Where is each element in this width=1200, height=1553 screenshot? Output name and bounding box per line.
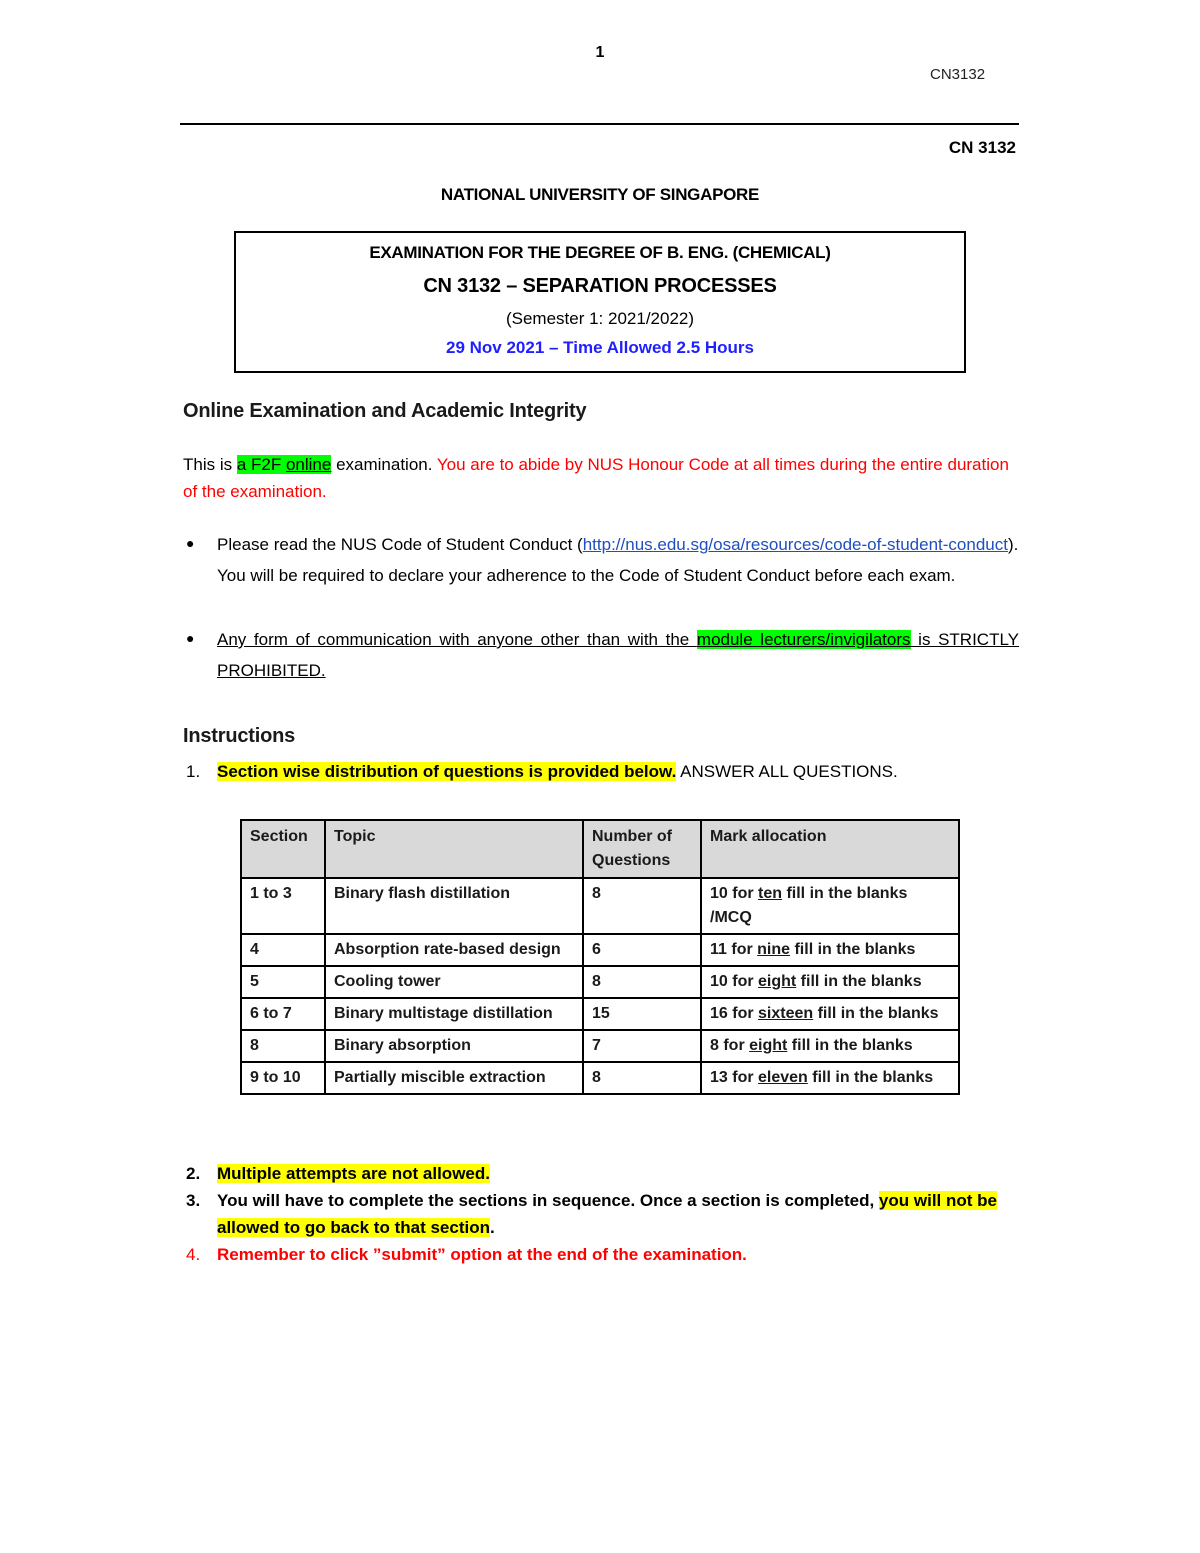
cell-topic: Absorption rate-based design xyxy=(325,934,583,966)
instruction-number: 3. xyxy=(186,1191,201,1210)
cell-topic: Cooling tower xyxy=(325,966,583,998)
bullet-conduct xyxy=(217,529,1019,591)
table-row xyxy=(241,966,959,998)
bullet-communication xyxy=(217,624,1019,686)
cell-topic: Binary flash distillation xyxy=(325,878,583,934)
course-code: CN 3132 xyxy=(948,138,1016,157)
degree-line: EXAMINATION FOR THE DEGREE OF B. ENG. (CHEMICAL) xyxy=(369,243,831,262)
instruction-2-text: Multiple attempts are not allowed. xyxy=(217,1164,490,1183)
cell-marks xyxy=(701,1030,959,1062)
marks-pre: 10 for xyxy=(710,885,759,902)
marks-pre: 16 for xyxy=(710,1005,759,1022)
marks-count: sixteen xyxy=(758,1005,814,1022)
bullet-dot-icon: ● xyxy=(186,630,195,646)
cell-section: 8 xyxy=(241,1030,325,1062)
bullet-comm-post: is STRICTLY PROHIBITED. xyxy=(217,630,1020,680)
instruction-number: 2. xyxy=(186,1164,201,1183)
marks-post: fill in the blanks xyxy=(790,941,916,958)
intro-highlight: a F2F xyxy=(236,455,286,474)
table-row xyxy=(241,1062,959,1094)
column-header-number: Number of Questions xyxy=(583,820,701,878)
column-header-section: Section xyxy=(241,820,325,878)
bullet-comm-pre: Any form of communication with anyone other than with the xyxy=(217,630,697,649)
instruction-1-rest: ANSWER ALL QUESTIONS. xyxy=(676,762,898,781)
marks-post: fill in the blanks xyxy=(813,1005,939,1022)
marks-count: nine xyxy=(757,941,791,958)
marks-count: ten xyxy=(758,885,783,902)
marks-post: fill in the blanks xyxy=(796,973,922,990)
table-row xyxy=(241,934,959,966)
table-row xyxy=(241,1030,959,1062)
table-row xyxy=(241,878,959,934)
cell-number: 8 xyxy=(583,966,701,998)
marks-post: fill in the blanks xyxy=(787,1037,913,1054)
bullet-comm-highlight: module lecturers/invigilators xyxy=(696,630,911,649)
integrity-intro xyxy=(183,451,1019,505)
instruction-item-3 xyxy=(217,1187,1019,1241)
instruction-3-highlight: you will not be allowed to go back to that section xyxy=(217,1191,997,1237)
marks-post: fill in the blanks xyxy=(807,1069,934,1086)
column-header-marks: Mark allocation xyxy=(701,820,959,878)
marks-pre: 10 for xyxy=(710,973,759,990)
marks-count: eleven xyxy=(758,1069,808,1086)
cell-section: 5 xyxy=(241,966,325,998)
marks-pre: 8 for xyxy=(710,1037,750,1054)
cell-number: 6 xyxy=(583,934,701,966)
code-of-conduct-link[interactable]: http://nus.edu.sg/osa/resources/code-of-student-conduct xyxy=(582,535,1008,554)
bullet-conduct-pre: Please read the NUS Code of Student Conduct ( xyxy=(217,535,583,554)
instruction-3-post: . xyxy=(489,1218,495,1237)
cell-marks xyxy=(701,1062,959,1094)
instruction-number: 1. xyxy=(186,762,201,781)
module-title: CN 3132 – SEPARATION PROCESSES xyxy=(423,275,777,297)
exam-title-box xyxy=(234,231,966,373)
cell-section: 1 to 3 xyxy=(241,878,325,934)
cell-topic: Binary multistage distillation xyxy=(325,998,583,1030)
table-header-row xyxy=(241,820,959,878)
marks-count: eight xyxy=(749,1037,788,1054)
university-name: NATIONAL UNIVERSITY OF SINGAPORE xyxy=(440,185,760,204)
header-course-code: CN3132 xyxy=(930,66,986,83)
cell-section: 6 to 7 xyxy=(241,998,325,1030)
instruction-item-2 xyxy=(217,1160,490,1187)
cell-section: 4 xyxy=(241,934,325,966)
bullet-conduct-post: ). You will be required to declare your adherence to the Code of Student Conduct before each exam. xyxy=(217,535,1019,585)
instructions-heading: Instructions xyxy=(183,725,296,747)
cell-section: 9 to 10 xyxy=(241,1062,325,1094)
cell-marks xyxy=(701,998,959,1030)
cell-marks xyxy=(701,966,959,998)
instruction-item-4: Remember to click ”submit” option at the end of the examination. xyxy=(217,1245,747,1264)
cell-number: 15 xyxy=(583,998,701,1030)
semester-line: (Semester 1: 2021/2022) xyxy=(505,309,695,328)
intro-text-mid: examination. xyxy=(331,455,437,474)
table-row xyxy=(241,998,959,1030)
instruction-item-1 xyxy=(217,758,1019,785)
cell-topic: Binary absorption xyxy=(325,1030,583,1062)
cell-topic: Partially miscible extraction xyxy=(325,1062,583,1094)
instruction-1-highlight: Section wise distribution of questions is provided below. xyxy=(217,762,677,781)
cell-number: 7 xyxy=(583,1030,701,1062)
intro-highlight-underlined: online xyxy=(285,455,332,474)
marks-post: fill in the blanks /MCQ xyxy=(710,885,908,926)
page-number: 1 xyxy=(595,44,605,61)
cell-marks xyxy=(701,878,959,934)
header-divider xyxy=(180,123,1019,125)
instruction-3-pre: You will have to complete the sections in sequence. Once a section is completed, xyxy=(217,1191,879,1210)
distribution-table xyxy=(240,819,960,1095)
cell-marks xyxy=(701,934,959,966)
marks-count: eight xyxy=(758,973,797,990)
bullet-dot-icon: ● xyxy=(186,535,195,551)
honour-code-notice: You are to abide by NUS Honour Code at all times during the entire duration of the examination. xyxy=(183,455,1009,501)
cell-number: 8 xyxy=(583,878,701,934)
date-time-line: 29 Nov 2021 – Time Allowed 2.5 Hours xyxy=(445,338,755,357)
column-header-topic: Topic xyxy=(325,820,583,878)
intro-text: This is xyxy=(183,455,237,474)
cell-number: 8 xyxy=(583,1062,701,1094)
instruction-number: 4. xyxy=(186,1245,201,1264)
marks-pre: 13 for xyxy=(710,1069,759,1086)
marks-pre: 11 for xyxy=(710,941,758,958)
integrity-heading: Online Examination and Academic Integrity xyxy=(183,400,587,422)
